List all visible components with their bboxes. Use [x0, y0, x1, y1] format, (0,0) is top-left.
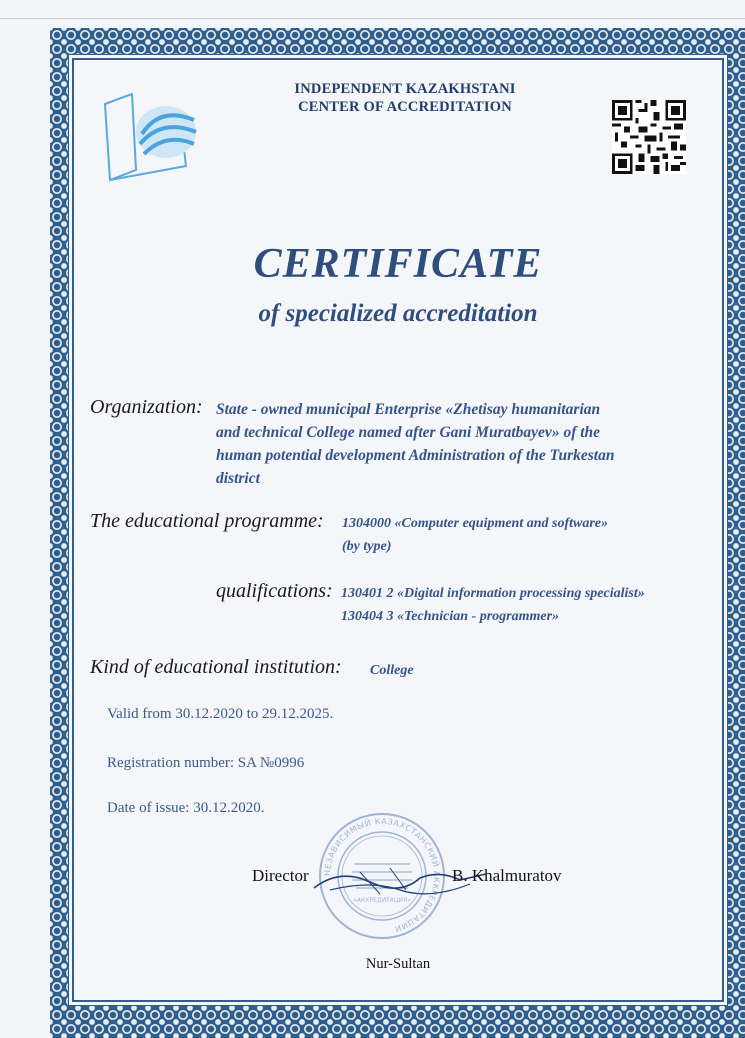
issuer-line-1: INDEPENDENT KAZAKHSTANI — [294, 81, 516, 97]
qualification-line: 130401 2 «Digital information processing specialist» — [341, 586, 645, 601]
accreditation-logo-icon — [100, 86, 205, 186]
registration-number: Registration number: SA №0996 — [107, 755, 305, 771]
certificate-title: CERTIFICATE — [253, 241, 543, 287]
stamp-outer-text: НЕЗАВИСИМЫЙ КАЗАХСТАНСКИЙ АККРЕДИТАЦИИ — [322, 816, 442, 934]
signatory-role: Director — [252, 866, 309, 885]
organization-line: and technical College named after Gani Muratbayev» of the — [216, 424, 601, 441]
stamp-inner-text: «АККРЕДИТАЦИЯ» — [353, 897, 411, 904]
institution-kind-label: Kind of educational institution: — [90, 656, 342, 678]
scan-edge-line — [0, 18, 745, 19]
qualifications-value — [341, 582, 645, 628]
organization-line: State - owned municipal Enterprise «Zhetisay humanitarian — [216, 401, 601, 418]
organization-label: Organization: — [90, 396, 203, 418]
programme-label: The educational programme: — [90, 510, 324, 532]
issuer-name — [240, 80, 570, 116]
institution-kind-value: College — [370, 663, 414, 678]
organization-value — [216, 398, 614, 490]
issue-city: Nur-Sultan — [365, 956, 431, 972]
organization-line: district — [216, 470, 260, 487]
qr-code-icon — [612, 100, 686, 174]
issuer-line-2: CENTER OF ACCREDITATION — [298, 99, 512, 115]
certificate-subtitle: of specialized accreditation — [258, 300, 538, 327]
programme-line: 1304000 «Computer equipment and software» — [342, 516, 609, 531]
validity-period: Valid from 30.12.2020 to 29.12.2025. — [107, 706, 334, 722]
organization-line: human potential development Administration of the Turkestan — [216, 447, 615, 464]
programme-value — [342, 512, 608, 558]
qualification-line: 130404 3 «Technician - programmer» — [341, 609, 560, 624]
issue-date: Date of issue: 30.12.2020. — [107, 800, 265, 816]
qualifications-label: qualifications: — [216, 580, 333, 602]
signatory-name: B. Khalmuratov — [452, 866, 562, 885]
programme-line: (by type) — [342, 539, 392, 554]
